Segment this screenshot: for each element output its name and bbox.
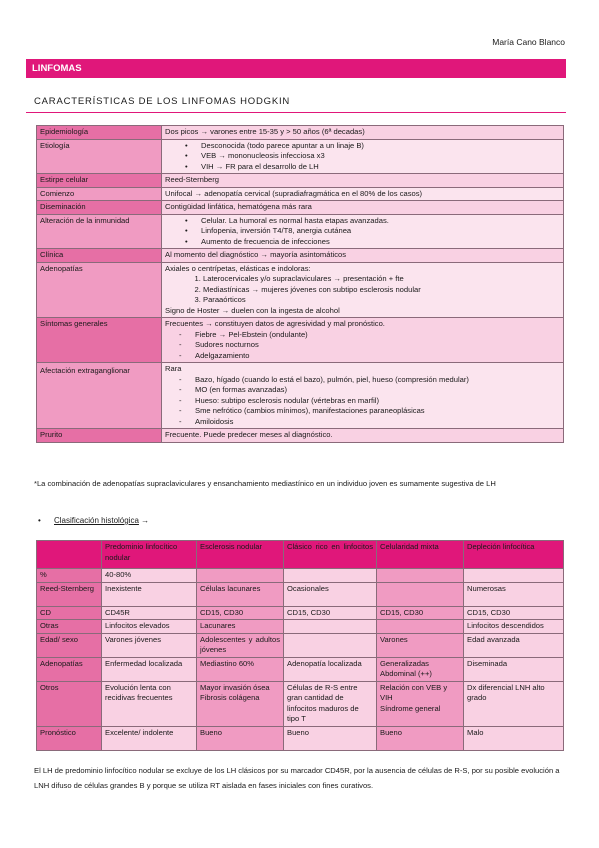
- table-cell: [197, 569, 284, 583]
- header-cell: Esclerosis nodular: [197, 541, 284, 569]
- row-label: Afectación extraganglionar: [37, 363, 162, 429]
- table-cell: Mayor invasión ósea Fibrosis colágena: [197, 681, 284, 726]
- row-value: Reed-Sternberg: [162, 174, 564, 188]
- row-label: Reed-Sternberg: [37, 582, 102, 606]
- table-cell: Ocasionales: [284, 582, 377, 606]
- row-label: %: [37, 569, 102, 583]
- bullet-icon: •: [38, 516, 41, 525]
- table-cell: Linfocitos elevados: [102, 620, 197, 634]
- row-value: Unifocal → adenopatía cervical (supradiafragmática en el 80% de los casos): [162, 187, 564, 201]
- table-row: [37, 633, 564, 657]
- header-cell: Depleción linfocítica: [464, 541, 564, 569]
- list-item: - Adelgazamiento: [195, 351, 560, 362]
- row-label: Etiología: [37, 139, 162, 174]
- table-cell: Dx diferencial LNH alto grado: [464, 681, 564, 726]
- table-row: [37, 139, 564, 174]
- arrow-icon: →: [141, 516, 150, 525]
- table-cell: [464, 569, 564, 583]
- table-row: [37, 201, 564, 215]
- author-name: María Cano Blanco: [492, 37, 565, 47]
- classification-heading-text: [54, 516, 149, 525]
- header-cell: Celularidad mixta: [377, 541, 464, 569]
- table-row: [37, 363, 564, 429]
- table-cell: Relación con VEB y VIH Síndrome general: [377, 681, 464, 726]
- table-cell: Enfermedad localizada: [102, 657, 197, 681]
- list-item: - MO (en formas avanzadas): [195, 385, 560, 396]
- row-label: Alteración de la inmunidad: [37, 214, 162, 249]
- list-item: - Fiebre → Pel-Ebstein (ondulante): [195, 330, 560, 341]
- table-row: [37, 214, 564, 249]
- table-cell: Células de R-S entre gran cantidad de linfocitos maduros de tipo T: [284, 681, 377, 726]
- table-cell: Numerosas: [464, 582, 564, 606]
- table-cell: CD15, CD30: [377, 606, 464, 620]
- table-row: [37, 187, 564, 201]
- title-bar: LINFOMAS: [26, 59, 566, 78]
- list-item: • VEB → mononucleosis infecciosa x3: [201, 151, 560, 162]
- table-cell: Edad avanzada: [464, 633, 564, 657]
- row-value: Frecuente. Puede predecer meses al diagnóstico.: [162, 429, 564, 443]
- list-item: • Celular. La humoral es normal hasta etapas avanzadas.: [201, 216, 560, 227]
- table-cell: CD45R: [102, 606, 197, 620]
- row-label: Edad/ sexo: [37, 633, 102, 657]
- classification-label: Clasificación histológica: [54, 516, 139, 525]
- list-item: - Sudores nocturnos: [195, 340, 560, 351]
- table-row: [37, 569, 564, 583]
- table-cell: Mediastino 60%: [197, 657, 284, 681]
- table-row: [37, 174, 564, 188]
- row-label: Comienzo: [37, 187, 162, 201]
- row-intro: Rara: [165, 364, 182, 373]
- row-label: Otras: [37, 620, 102, 634]
- row-value: [162, 214, 564, 249]
- header-cell: [37, 541, 102, 569]
- section-title: CARACTERÍSTICAS DE LOS LINFOMAS HODGKIN: [34, 96, 291, 107]
- table-cell: Malo: [464, 726, 564, 750]
- table-row: [37, 620, 564, 634]
- table-cell: Lacunares: [197, 620, 284, 634]
- table-cell: CD15, CD30: [284, 606, 377, 620]
- table-cell: Adolescentes y adultos jóvenes: [197, 633, 284, 657]
- header-cell: Predominio linfocítico nodular: [102, 541, 197, 569]
- table-cell: Adenopatía localizada: [284, 657, 377, 681]
- table-cell: Excelente/ indolente: [102, 726, 197, 750]
- table-row: [37, 318, 564, 363]
- row-value: [162, 318, 564, 363]
- list-item: - Sme nefrótico (cambios mínimos), manifestaciones paraneoplásicas: [195, 406, 560, 417]
- row-label: Epidemiología: [37, 126, 162, 140]
- table-cell: Varones jóvenes: [102, 633, 197, 657]
- table-row: [37, 681, 564, 726]
- table-header-row: [37, 541, 564, 569]
- row-label: Estirpe celular: [37, 174, 162, 188]
- list-item: • VIH → FR para el desarrollo de LH: [201, 162, 560, 173]
- list-item: 1. Laterocervicales y/o supraclaviculares → presentación + fte: [203, 274, 560, 285]
- row-value: [162, 363, 564, 429]
- table-cell: [284, 633, 377, 657]
- row-value: [162, 262, 564, 318]
- table-cell: Diseminada: [464, 657, 564, 681]
- list-item: - Bazo, hígado (cuando lo está el bazo), pulmón, piel, hueso (compresión medular): [195, 375, 560, 386]
- table-cell: [377, 582, 464, 606]
- row-value: [162, 139, 564, 174]
- footer-paragraph: El LH de predominio linfocítico nodular se excluye de los LH clásicos por su marcador CD45R, por la ausencia de células de R-S, por su posible evolución a LNH difuso de células grandes B y porque se utiliza RT aislada en fases iniciales con fines curativos.: [34, 766, 560, 790]
- table-cell: 40-80%: [102, 569, 197, 583]
- table-cell: Bueno: [377, 726, 464, 750]
- list-item: - Amiloidosis: [195, 417, 560, 428]
- row-label: Síntomas generales: [37, 318, 162, 363]
- histology-table: [36, 540, 564, 751]
- table-row: [37, 726, 564, 750]
- list-item: • Aumento de frecuencia de infecciones: [201, 237, 560, 248]
- table-row: [37, 657, 564, 681]
- table-cell: [377, 569, 464, 583]
- row-value: Dos picos → varones entre 15-35 y > 50 años (6ª decadas): [162, 126, 564, 140]
- table-cell: Bueno: [197, 726, 284, 750]
- table-cell: Bueno: [284, 726, 377, 750]
- list-item: - Hueso: subtipo esclerosis nodular (vértebras en marfil): [195, 396, 560, 407]
- table-cell: Células lacunares: [197, 582, 284, 606]
- list-item: 3. Paraaórticos: [203, 295, 560, 306]
- list-item: • Linfopenia, inversión T4/T8, anergia cutánea: [201, 226, 560, 237]
- row-value: Al momento del diagnóstico → mayoría asintomáticos: [162, 249, 564, 263]
- table-cell: [377, 620, 464, 634]
- list-item: • Desconocida (todo parece apuntar a un linaje B): [201, 141, 560, 152]
- row-label: Otros: [37, 681, 102, 726]
- row-label: Pronóstico: [37, 726, 102, 750]
- hodgkin-characteristics-table: [36, 125, 564, 443]
- table-row: [37, 582, 564, 606]
- table-cell: Generalizadas Abdominal (++): [377, 657, 464, 681]
- row-label: Clínica: [37, 249, 162, 263]
- row-intro: Axiales o centrípetas, elásticas e indoloras:: [165, 263, 311, 273]
- table-cell: [284, 620, 377, 634]
- table-cell: Inexistente: [102, 582, 197, 606]
- row-outro: Signo de Hoster → duelen con la ingesta de alcohol: [165, 305, 340, 315]
- table-cell: [284, 569, 377, 583]
- table-row: [37, 429, 564, 443]
- table-cell: CD15, CD30: [197, 606, 284, 620]
- note-paragraph: *La combinación de adenopatías supraclaviculares y ensanchamiento mediastínico en un individuo joven es sumamente sugestiva de LH: [34, 479, 496, 488]
- table-cell: Linfocitos descendidos: [464, 620, 564, 634]
- table-row: [37, 262, 564, 318]
- list-item: 2. Mediastínicas → mujeres jóvenes con subtipo esclerosis nodular: [203, 285, 560, 296]
- row-label: CD: [37, 606, 102, 620]
- row-intro: Frecuentes → constituyen datos de agresividad y mal pronóstico.: [165, 319, 385, 328]
- table-row: [37, 126, 564, 140]
- header-cell: Clásico rico en linfocitos: [284, 541, 377, 569]
- row-label: Diseminación: [37, 201, 162, 215]
- table-cell: CD15, CD30: [464, 606, 564, 620]
- table-row: [37, 606, 564, 620]
- table-cell: Varones: [377, 633, 464, 657]
- table-row: [37, 249, 564, 263]
- section-divider: [26, 112, 566, 113]
- table-cell: Evolución lenta con recidivas frecuentes: [102, 681, 197, 726]
- row-label: Prurito: [37, 429, 162, 443]
- row-value: Contigüidad linfática, hematógena más rara: [162, 201, 564, 215]
- row-label: Adenopatías: [37, 657, 102, 681]
- row-label: Adenopatías: [37, 262, 162, 318]
